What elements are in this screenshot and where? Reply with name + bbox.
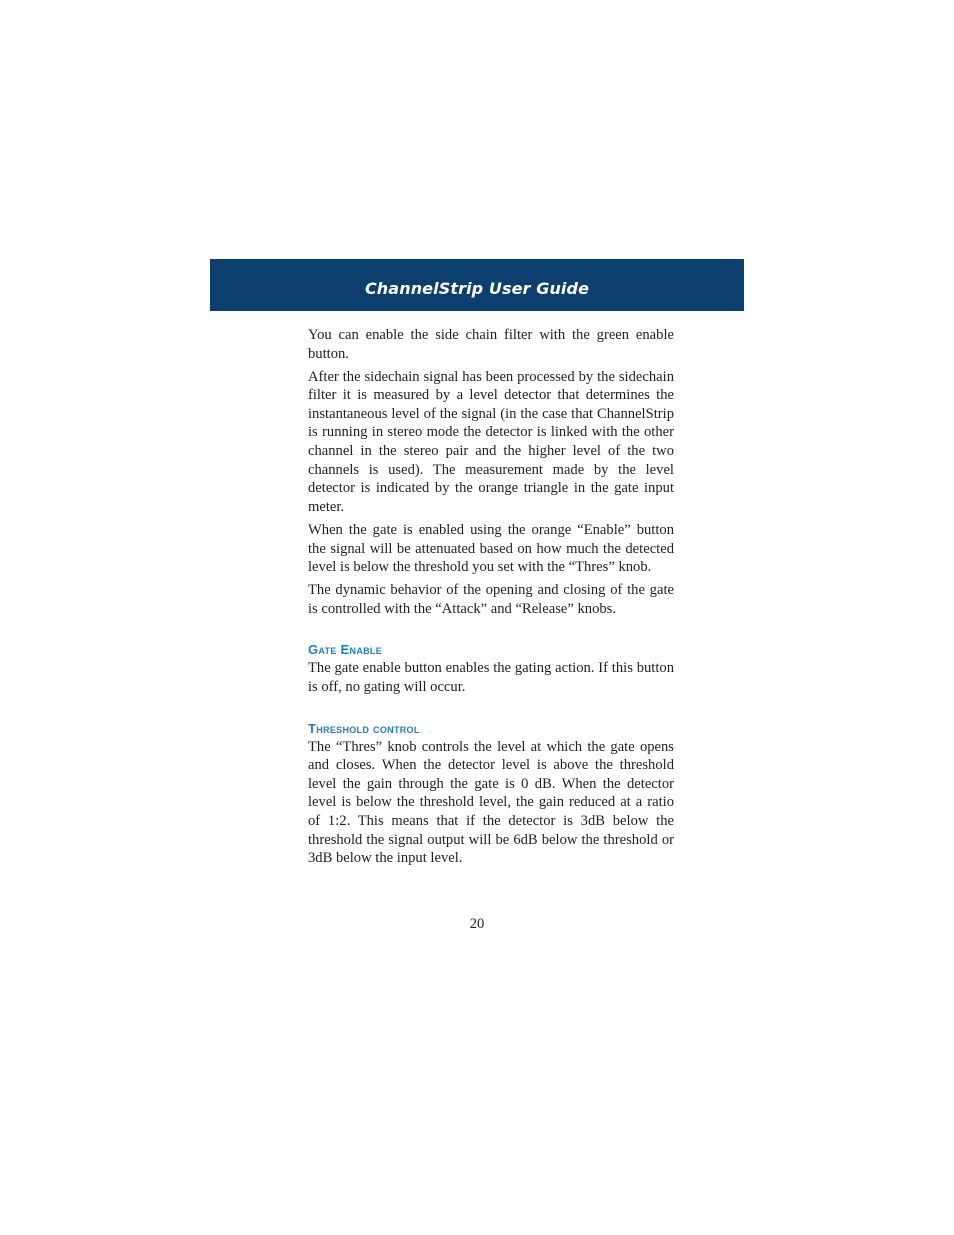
main-content [308,326,674,872]
section-heading-gate-enable: Gate Enable [308,642,383,658]
intro-paragraph-2: After the sidechain signal has been processed by the sidechain filter it is measured by a level detector that determines the instantaneous level of the signal (in the case that ChannelStrip is running in stereo mode the detector is linked with the other channel in the stereo pair and the higher level of the two channels is used). The measurement made by the level detector is indicated by the orange triangle in the gate input meter. [308,368,674,515]
intro-paragraph-3: When the gate is enabled using the orange “Enable” button the signal will be attenuated based on how much the detected level is below the threshold you set with the “Thres” knob. [308,521,674,576]
section-heading-threshold-control: Threshold control [308,720,420,736]
page-title: ChannelStrip User Guide [364,279,590,298]
section-body-gate-enable: The gate enable button enables the gating action. If this button is off, no gating will occur. [308,660,674,695]
header-band [210,259,744,311]
intro-paragraph-4: The dynamic behavior of the opening and closing of the gate is controlled with the “Attack” and “Release” knobs. [308,582,674,617]
page-number: 20 [469,916,485,932]
intro-paragraph-1: You can enable the side chain filter with the green enable button. [308,327,674,362]
section-body-threshold-control: The “Thres” knob controls the level at which the gate opens and closes. When the detector level is above the threshold level the gain through the gate is 0 dB. When the detector level is below the threshold level, the gain reduced at a ratio of 1:2. This means that if the detector is 3dB below the threshold the signal output will be 6dB below the threshold or 3dB below the input level. [308,738,674,867]
